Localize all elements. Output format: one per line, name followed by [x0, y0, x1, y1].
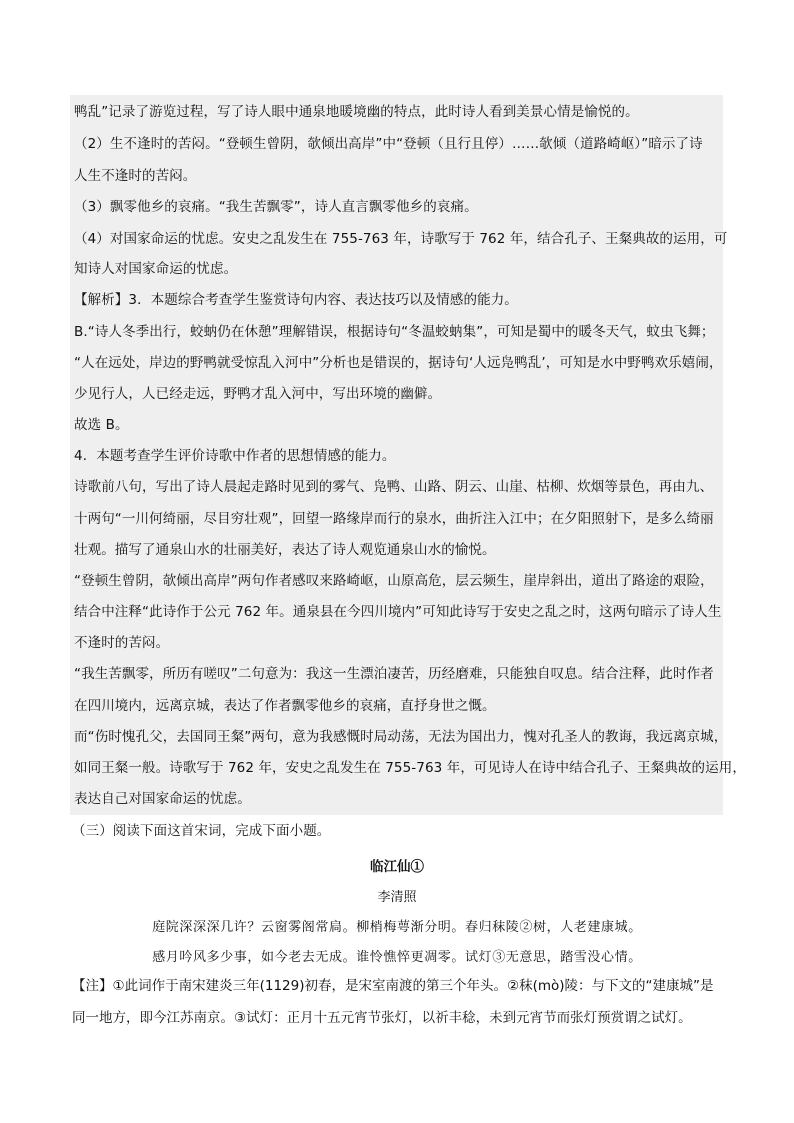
analysis-line: 如同王粲一般。诗歌写于 762 年，安史之乱发生在 755-763 年，可见诗人在诗中结合孔子、王粲典故的运用，: [74, 760, 746, 776]
analysis-line: 鸭乱”记录了游览过程，写了诗人眼中通泉地暖境幽的特点，此时诗人看到美景心情是愉悦的。: [74, 104, 639, 120]
analysis-line: 诗歌前八句，写出了诗人晨起走路时见到的雾气、凫鸭、山路、阴云、山崖、枯柳、炊烟等景色，再由九、: [74, 479, 714, 495]
analysis-line: 表达自己对国家命运的忧虑。: [74, 791, 251, 807]
analysis-line: （4）对国家命运的忧虑。安史之乱发生在 755-763 年，诗歌写于 762 年，结合孔子、王粲典故的运用，可: [74, 231, 728, 247]
analysis-line: 在四川境内，远离京城，表达了作者飘零他乡的哀痛，直抒身世之慨。: [74, 698, 496, 714]
analysis-line: 而“伤时愧孔父，去国同王粲”两句，意为我感慨时局动荡，无法为国出力，愧对孔圣人的教诲，我远离京城，: [74, 729, 728, 745]
analysis-line: 十两句“一川何绮丽，尽目穷壮观”，回望一路缘岸而行的泉水，曲折注入江中；在夕阳照射下，是多么绮丽: [74, 511, 714, 527]
analysis-line: “我生苦飘零，所历有嗟叹”二句意为：我这一生漂泊凄苦，历经磨难，只能独自叹息。结合注释，此时作者: [74, 666, 714, 682]
analysis-line: （2）生不逢时的苦闷。“登顿生曾阴，欹倾出高岸”中“登顿（且行且停）……欹倾（道路崎岖）”暗示了诗: [74, 136, 703, 152]
poem-title: 临江仙①: [370, 859, 424, 875]
analysis-answer: 故选 B。: [74, 417, 129, 433]
analysis-line: （3）飘零他乡的哀痛。“我生苦飘零”，诗人直言飘零他乡的哀痛。: [74, 199, 478, 215]
analysis-line: 少见行人，人已经走远，野鸭才乱入河中，写出环境的幽僻。: [74, 386, 442, 402]
section-heading: （三）阅读下面这首宋词，完成下面小题。: [72, 823, 331, 839]
poem-author: 李清照: [377, 890, 417, 905]
poem-line: 感月吟风多少事，如今老去无成。谁怜憔悴更凋零。试灯③无意思，踏雪没心情。: [152, 950, 642, 965]
analysis-heading: 4．本题考查学生评价诗歌中作者的思想情感的能力。: [74, 448, 396, 464]
analysis-line: “登顿生曾阴，欹倾出高岸”两句作者感叹来路崎岖，山原高危，层云频生，崖岸斜出，道出了路途的艰险，: [74, 573, 714, 589]
analysis-line: 不逢时的苦闷。: [74, 635, 170, 651]
poem-note: 【注】①此词作于南宋建炎三年(1129)初春，是宋室南渡的第三个年头。②秣(mò)陵：与下文的“建康城”是: [72, 978, 714, 994]
analysis-line: 壮观。描写了通泉山水的壮丽美好，表达了诗人观览通泉山水的愉悦。: [74, 542, 496, 558]
analysis-line: 人生不逢时的苦闷。: [74, 168, 197, 184]
analysis-line: B.“诗人冬季出行，蛟蚋仍在休憩”理解错误，根据诗句“冬温蛟蚋集”，可知是蜀中的暖冬天气，蚊虫飞舞；: [74, 324, 715, 340]
analysis-line: 知诗人对国家命运的忧虑。: [74, 261, 238, 277]
analysis-line: 结合中注释“此诗作于公元 762 年。通泉县在今四川境内”可知此诗写于安史之乱之时，这两句暗示了诗人生: [74, 604, 722, 620]
analysis-heading: 【解析】3．本题综合考查学生鉴赏诗句内容、表达技巧以及情感的能力。: [74, 292, 518, 308]
poem-note: 同一地方，即今江苏南京。③试灯：正月十五元宵节张灯，以祈丰稔，未到元宵节而张灯预赏谓之试灯。: [72, 1010, 692, 1026]
analysis-line: “人在远处，岸边的野鸭就受惊乱入河中”分析也是错误的，据诗句‘人远凫鸭乱’，可知是水中野鸭欢乐嬉闹，: [74, 355, 723, 371]
poem-line: 庭院深深深几许？云窗雾阁常扃。柳梢梅萼渐分明。春归秣陵②树，人老建康城。: [152, 920, 642, 935]
